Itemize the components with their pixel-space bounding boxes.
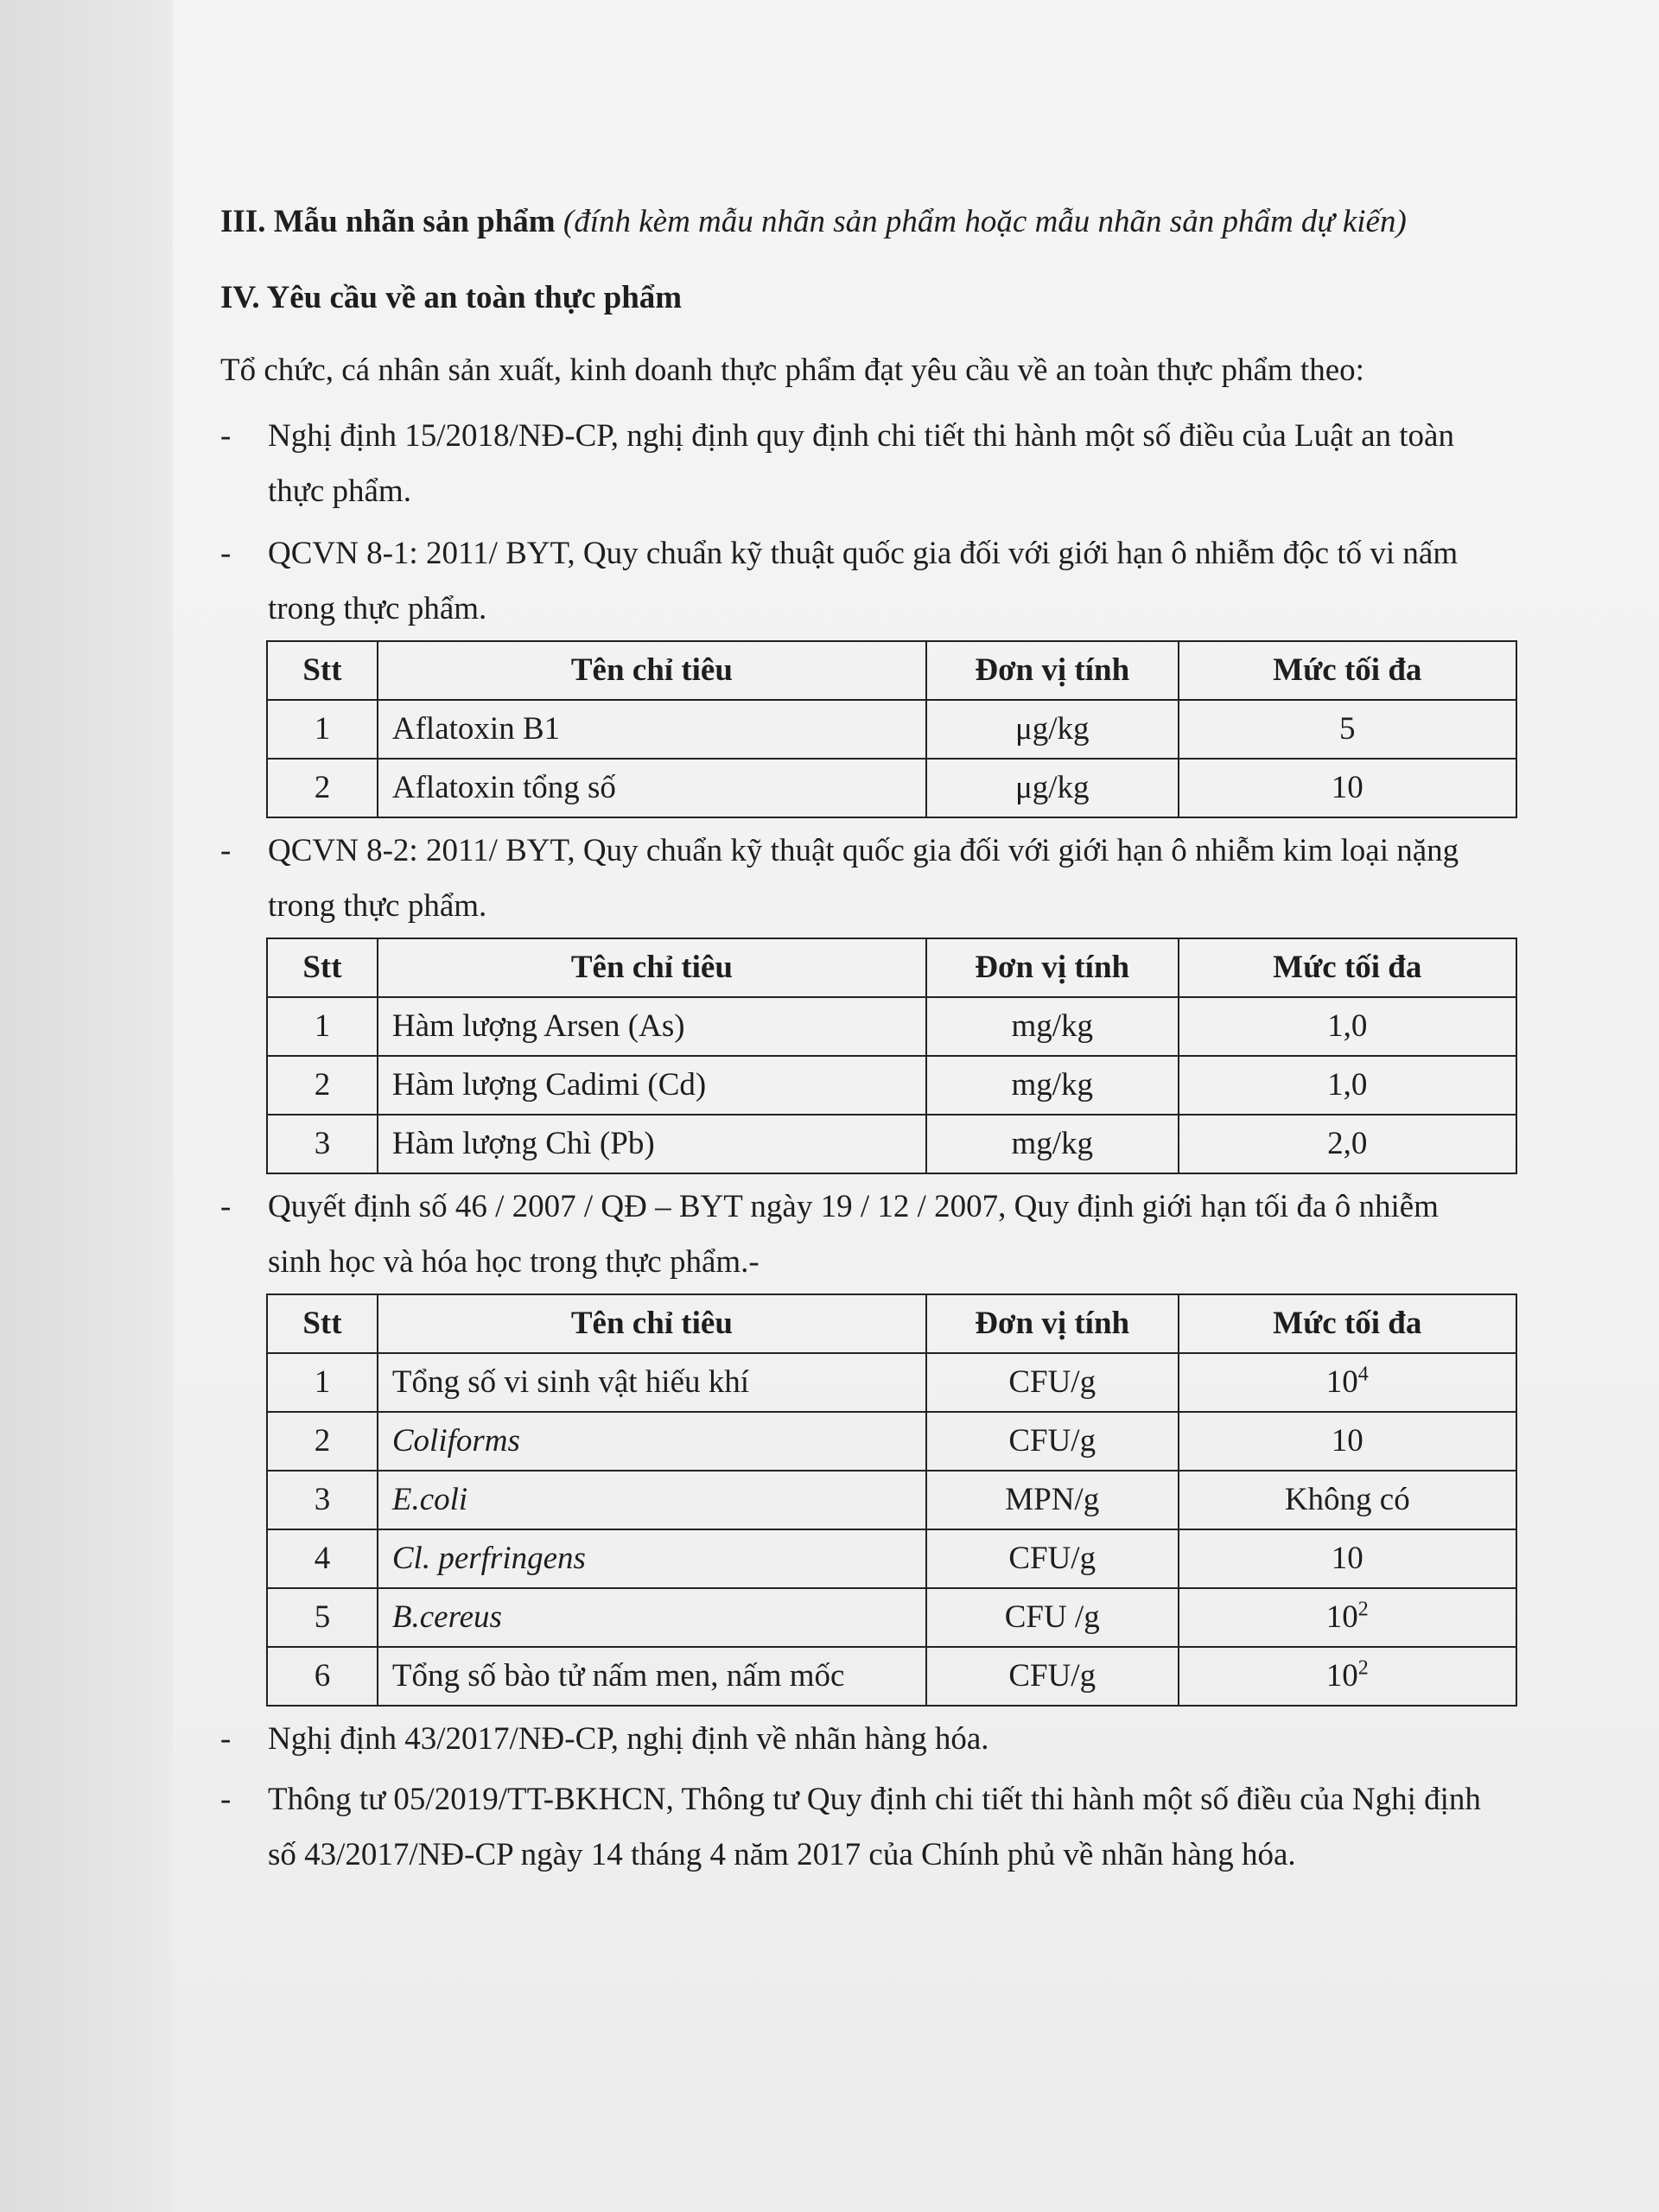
header-max: Mức tối đa (1179, 641, 1516, 700)
bullet-dash: - (220, 833, 232, 868)
max-base: 10 (1331, 1423, 1363, 1459)
bullet-item (220, 1712, 1499, 1767)
max-exponent: 4 (1357, 1363, 1369, 1386)
header-name: Tên chỉ tiêu (378, 1294, 926, 1353)
section-4-intro: Tổ chức, cá nhân sản xuất, kinh doanh thực phẩm đạt yêu cầu về an toàn thực phẩm theo: (220, 353, 1364, 388)
bullet-item (220, 1179, 1499, 1290)
max-base: 10 (1331, 1541, 1363, 1576)
cell-name: Tổng số bào tử nấm men, nấm mốc (378, 1647, 926, 1706)
table-row (267, 1353, 1516, 1412)
microbiology-table (266, 1294, 1517, 1707)
cell-unit: CFU/g (926, 1647, 1179, 1706)
header-unit: Đơn vị tính (926, 1294, 1179, 1353)
table-row (267, 1412, 1516, 1471)
header-stt: Stt (267, 1294, 378, 1353)
bullet-dash: - (220, 536, 232, 571)
cell-stt: 1 (267, 700, 378, 759)
bullet-dash: - (220, 1189, 232, 1224)
bullet-item (220, 409, 1499, 519)
cell-max (1179, 1471, 1516, 1529)
bullet-text: QCVN 8-1: 2011/ BYT, Quy chuẩn kỹ thuật quốc gia đối với giới hạn ô nhiễm độc tố vi nấm trong thực phẩm. (268, 536, 1459, 626)
bullet-dash: - (220, 1721, 232, 1757)
bullet-text: Nghị định 43/2017/NĐ-CP, nghị định về nhãn hàng hóa. (268, 1721, 989, 1757)
cell-max (1179, 1588, 1516, 1647)
section-3-note: (đính kèm mẫu nhãn sản phẩm hoặc mẫu nhãn sản phẩm dự kiến) (563, 204, 1407, 239)
cell-max (1179, 1647, 1516, 1706)
table-header-row (267, 1294, 1516, 1353)
table-header-row (267, 641, 1516, 700)
cell-unit: μg/kg (926, 759, 1179, 817)
bullet-dash: - (220, 418, 232, 454)
cell-max: 5 (1179, 700, 1516, 759)
header-name: Tên chỉ tiêu (378, 641, 926, 700)
bullet-dash: - (220, 1782, 232, 1817)
bullet-text: QCVN 8-2: 2011/ BYT, Quy chuẩn kỹ thuật quốc gia đối với giới hạn ô nhiễm kim loại nặng trong thực phẩm. (268, 833, 1459, 924)
header-unit: Đơn vị tính (926, 938, 1179, 997)
cell-max: 2,0 (1179, 1115, 1516, 1173)
cell-stt: 2 (267, 1056, 378, 1115)
cell-stt: 1 (267, 1353, 378, 1412)
table-row (267, 1115, 1516, 1173)
cell-name: Coliforms (378, 1412, 926, 1471)
cell-stt: 2 (267, 759, 378, 817)
cell-stt: 1 (267, 997, 378, 1056)
max-base: 10 (1325, 1599, 1358, 1635)
cell-stt: 5 (267, 1588, 378, 1647)
header-unit: Đơn vị tính (926, 641, 1179, 700)
table-header-row (267, 938, 1516, 997)
cell-name: Cl. perfringens (378, 1529, 926, 1588)
table-row (267, 1471, 1516, 1529)
bullet-item (220, 1772, 1499, 1883)
max-base: Không có (1284, 1482, 1410, 1517)
header-stt: Stt (267, 938, 378, 997)
cell-max (1179, 1529, 1516, 1588)
section-4-heading: IV. Yêu cầu về an toàn thực phẩm (220, 280, 683, 315)
header-max: Mức tối đa (1179, 1294, 1516, 1353)
bullet-item (220, 823, 1499, 934)
table-row (267, 1647, 1516, 1706)
cell-unit: MPN/g (926, 1471, 1179, 1529)
cell-stt: 2 (267, 1412, 378, 1471)
bullet-text: Quyết định số 46 / 2007 / QĐ – BYT ngày 19 / 12 / 2007, Quy định giới hạn tối đa ô nhiễm sinh học và hóa học trong thực phẩm.- (268, 1189, 1439, 1280)
cell-stt: 4 (267, 1529, 378, 1588)
table-row (267, 700, 1516, 759)
cell-name: Aflatoxin B1 (378, 700, 926, 759)
cell-max (1179, 1353, 1516, 1412)
document-content (220, 194, 1499, 1883)
table-row (267, 1529, 1516, 1588)
cell-unit: CFU/g (926, 1353, 1179, 1412)
max-base: 10 (1325, 1364, 1358, 1400)
cell-name: E.coli (378, 1471, 926, 1529)
cell-max: 1,0 (1179, 1056, 1516, 1115)
section-3-title: III. Mẫu nhãn sản phẩm (220, 204, 556, 239)
cell-stt: 3 (267, 1115, 378, 1173)
cell-max: 1,0 (1179, 997, 1516, 1056)
cell-unit: mg/kg (926, 1115, 1179, 1173)
table-row (267, 1588, 1516, 1647)
section-3-heading (220, 194, 1499, 250)
heavy-metal-table (266, 938, 1517, 1174)
cell-name: Hàm lượng Chì (Pb) (378, 1115, 926, 1173)
cell-unit: CFU/g (926, 1412, 1179, 1471)
cell-unit: CFU /g (926, 1588, 1179, 1647)
cell-stt: 3 (267, 1471, 378, 1529)
bullet-item (220, 526, 1499, 637)
cell-unit: CFU/g (926, 1529, 1179, 1588)
cell-name: B.cereus (378, 1588, 926, 1647)
header-name: Tên chỉ tiêu (378, 938, 926, 997)
cell-name: Hàm lượng Arsen (As) (378, 997, 926, 1056)
cell-max: 10 (1179, 759, 1516, 817)
cell-max (1179, 1412, 1516, 1471)
cell-unit: μg/kg (926, 700, 1179, 759)
max-base: 10 (1325, 1658, 1358, 1694)
table-row (267, 997, 1516, 1056)
header-stt: Stt (267, 641, 378, 700)
mycotoxin-table (266, 640, 1517, 818)
header-max: Mức tối đa (1179, 938, 1516, 997)
max-exponent: 2 (1357, 1598, 1369, 1621)
cell-unit: mg/kg (926, 997, 1179, 1056)
cell-name: Hàm lượng Cadimi (Cd) (378, 1056, 926, 1115)
cell-name: Aflatoxin tổng số (378, 759, 926, 817)
cell-name: Tổng số vi sinh vật hiếu khí (378, 1353, 926, 1412)
cell-unit: mg/kg (926, 1056, 1179, 1115)
bullet-text: Nghị định 15/2018/NĐ-CP, nghị định quy định chi tiết thi hành một số điều của Luật an toàn thực phẩm. (268, 418, 1454, 509)
table-row (267, 759, 1516, 817)
max-exponent: 2 (1357, 1656, 1369, 1680)
table-row (267, 1056, 1516, 1115)
cell-stt: 6 (267, 1647, 378, 1706)
bullet-text: Thông tư 05/2019/TT-BKHCN, Thông tư Quy định chi tiết thi hành một số điều của Nghị định số 43/2017/NĐ-CP ngày 14 tháng 4 năm 2017 của Chính phủ về nhãn hàng hóa. (268, 1782, 1481, 1872)
